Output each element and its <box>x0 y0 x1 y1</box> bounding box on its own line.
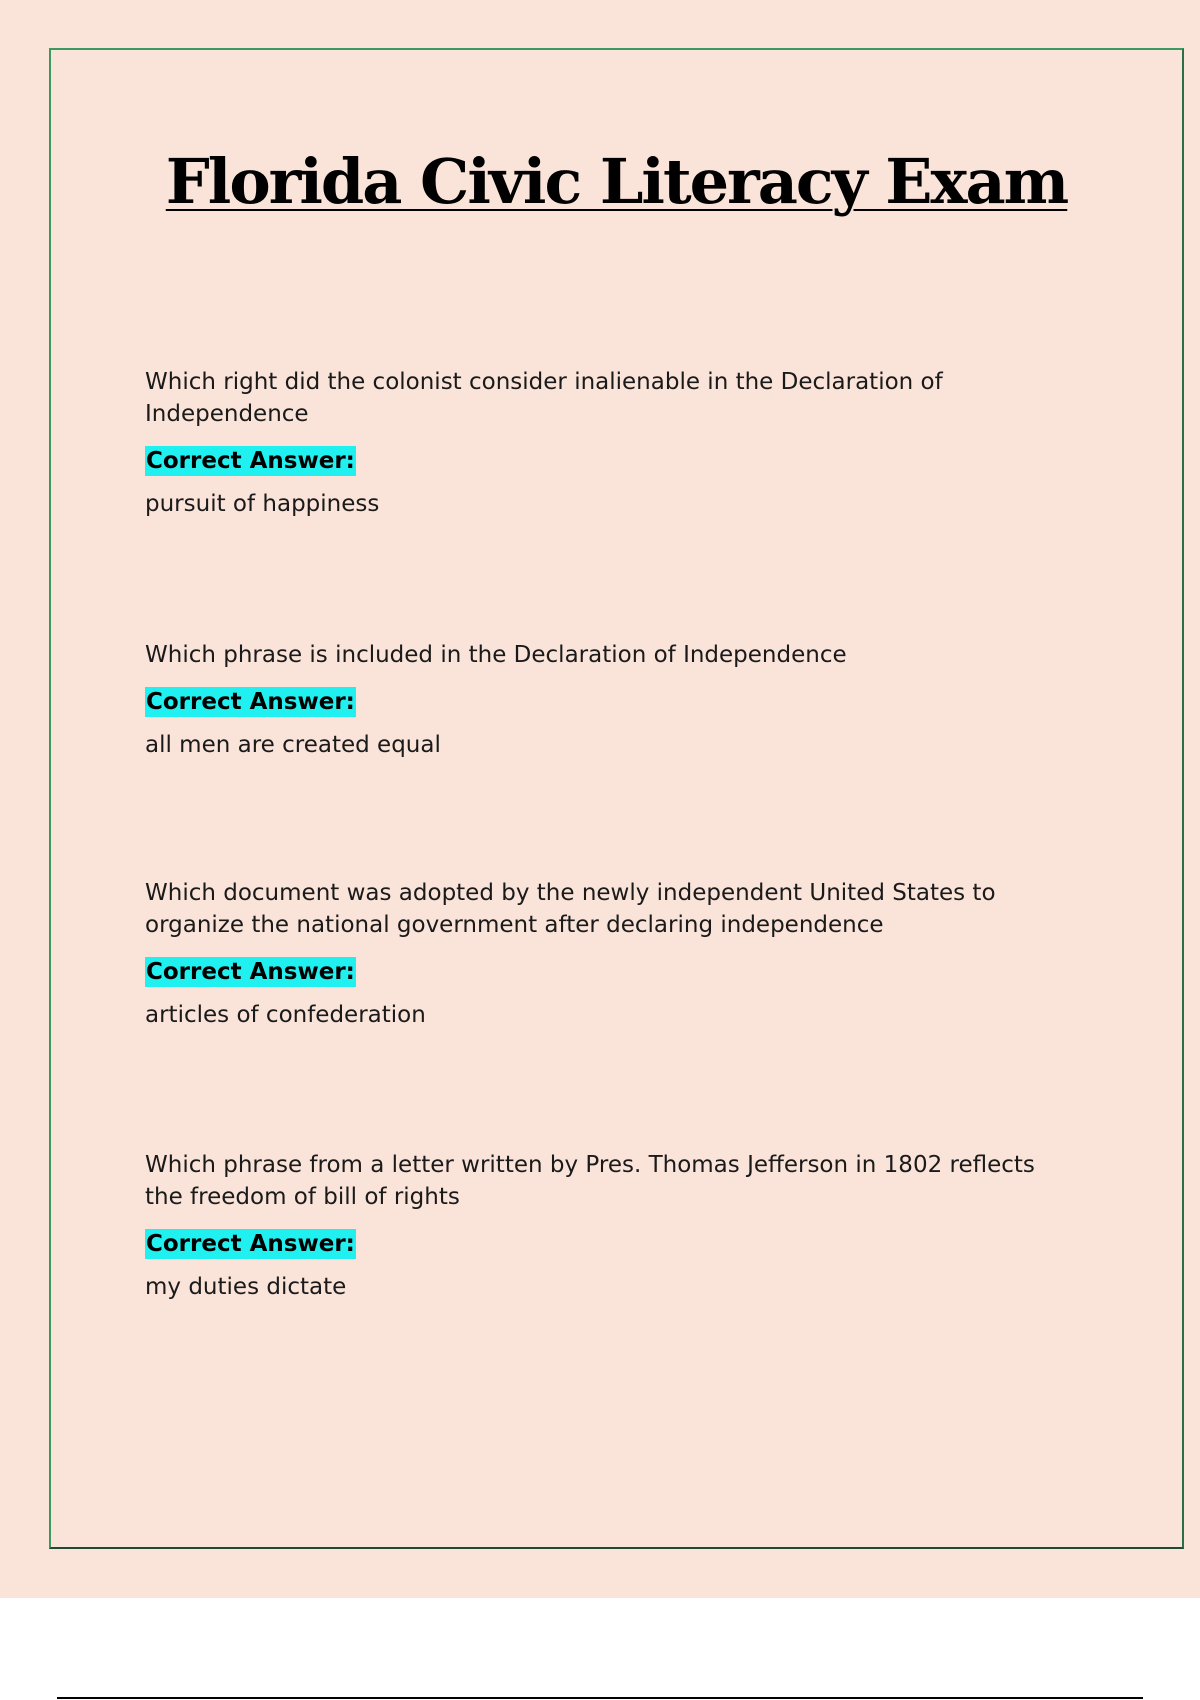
answer-text: my duties dictate <box>145 1274 347 1300</box>
question-text: Which phrase from a letter written by Pres. Thomas Jefferson in 1802 reflects the freedom of bill of rights <box>145 1152 1035 1210</box>
question-text: Which right did the colonist consider inalienable in the Declaration of Independence <box>145 369 943 427</box>
page-title-text: Florida Civic Literacy Exam <box>165 145 1068 218</box>
answer-text: all men are created equal <box>145 732 441 758</box>
correct-answer-label: Correct Answer: <box>146 448 355 474</box>
question-text: Which document was adopted by the newly independent United States to organize the national government after declaring independence <box>145 880 996 938</box>
question-text: Which phrase is included in the Declaration of Independence <box>145 642 847 668</box>
correct-answer-label: Correct Answer: <box>146 959 355 985</box>
content-frame <box>49 48 1184 1549</box>
question-block-1 <box>145 366 1065 520</box>
page-title <box>0 145 1200 218</box>
question-block-4 <box>145 1149 1065 1303</box>
question-block-3 <box>145 877 1065 1031</box>
question-block-2 <box>145 639 1065 761</box>
answer-text: articles of confederation <box>145 1002 426 1028</box>
answer-text: pursuit of happiness <box>145 491 380 517</box>
correct-answer-label: Correct Answer: <box>146 1231 355 1257</box>
footer-divider <box>57 1697 1143 1699</box>
correct-answer-label: Correct Answer: <box>146 689 355 715</box>
